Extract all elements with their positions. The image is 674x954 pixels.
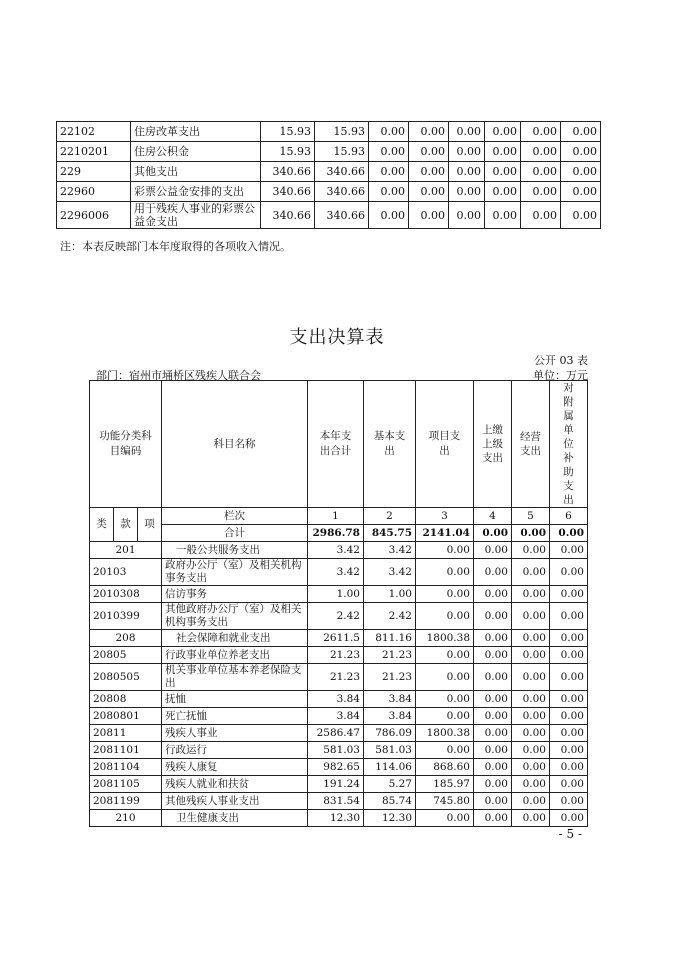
page-number: - 5 - <box>558 827 582 841</box>
row-value: 0.00 <box>521 142 561 162</box>
row-name: 其他残疾人事业支出 <box>162 793 308 810</box>
row-code: 2080505 <box>90 664 162 691</box>
row-name: 残疾人事业 <box>162 725 308 742</box>
row-code: 2081104 <box>90 759 162 776</box>
row-value: 21.23 <box>364 647 416 664</box>
total-value: 845.75 <box>364 525 416 542</box>
row-value: 0.00 <box>512 542 550 559</box>
expenditure-table <box>89 380 588 827</box>
row-value: 21.23 <box>308 647 364 664</box>
row-name: 其他政府办公厅（室）及相关机构事务支出 <box>162 603 308 630</box>
row-value: 0.00 <box>474 542 512 559</box>
row-value: 15.93 <box>315 122 369 142</box>
table-row <box>90 586 588 603</box>
row-value: 340.66 <box>261 182 315 202</box>
row-value: 0.00 <box>550 586 588 603</box>
row-value: 0.00 <box>512 664 550 691</box>
row-value: 12.30 <box>364 810 416 827</box>
row-value: 0.00 <box>416 586 474 603</box>
row-value: 0.00 <box>512 776 550 793</box>
row-name: 卫生健康支出 <box>162 810 308 827</box>
row-code: 22960 <box>57 182 131 202</box>
row-value: 0.00 <box>561 182 601 202</box>
table-row <box>57 122 601 142</box>
row-value: 0.00 <box>409 142 449 162</box>
row-value: 0.00 <box>561 122 601 142</box>
row-value: 0.00 <box>512 603 550 630</box>
row-name: 行政事业单位养老支出 <box>162 647 308 664</box>
row-value: 3.42 <box>364 542 416 559</box>
table-row <box>90 542 588 559</box>
income-table-continued <box>56 121 601 229</box>
total-row <box>90 525 588 542</box>
col-number: 6 <box>550 508 588 525</box>
row-value: 340.66 <box>315 202 369 229</box>
row-code: 20805 <box>90 647 162 664</box>
row-value: 0.00 <box>474 708 512 725</box>
total-label: 合计 <box>162 525 308 542</box>
row-code: 2081101 <box>90 742 162 759</box>
row-value: 0.00 <box>474 725 512 742</box>
row-code: 2296006 <box>57 202 131 229</box>
row-value: 15.93 <box>261 142 315 162</box>
row-value: 0.00 <box>512 708 550 725</box>
row-code: 20808 <box>90 691 162 708</box>
col-header: 对附属单位补助支出 <box>550 381 588 508</box>
row-value: 0.00 <box>485 142 521 162</box>
lanci-row <box>90 508 588 525</box>
col-header: 项目支出 <box>416 381 474 508</box>
row-code: 208 <box>90 630 162 647</box>
row-value: 3.84 <box>308 708 364 725</box>
header-row <box>90 381 588 508</box>
col-number: 5 <box>512 508 550 525</box>
row-value: 0.00 <box>550 603 588 630</box>
row-value: 0.00 <box>474 664 512 691</box>
row-value: 0.00 <box>521 182 561 202</box>
row-value: 340.66 <box>261 202 315 229</box>
row-code: 2010399 <box>90 603 162 630</box>
row-code: 20811 <box>90 725 162 742</box>
row-value: 0.00 <box>550 742 588 759</box>
page-title: 支出决算表 <box>289 327 385 348</box>
table-row <box>90 664 588 691</box>
row-value: 2611.5 <box>308 630 364 647</box>
table-row <box>90 603 588 630</box>
row-value: 3.84 <box>364 691 416 708</box>
row-value: 0.00 <box>550 793 588 810</box>
xiang-header: 项 <box>138 508 162 542</box>
total-value: 2141.04 <box>416 525 474 542</box>
row-value: 1.00 <box>364 586 416 603</box>
row-code: 22102 <box>57 122 131 142</box>
row-value: 0.00 <box>474 776 512 793</box>
row-code: 20103 <box>90 559 162 586</box>
row-value: 0.00 <box>449 122 485 142</box>
row-value: 21.23 <box>364 664 416 691</box>
col-number: 4 <box>474 508 512 525</box>
row-value: 0.00 <box>474 630 512 647</box>
row-value: 0.00 <box>416 603 474 630</box>
row-name: 残疾人康复 <box>162 759 308 776</box>
row-value: 0.00 <box>369 202 409 229</box>
row-value: 0.00 <box>416 810 474 827</box>
lei-header: 类 <box>90 508 114 542</box>
row-code: 210 <box>90 810 162 827</box>
row-name: 机关事业单位基本养老保险支出 <box>162 664 308 691</box>
row-value: 0.00 <box>369 142 409 162</box>
row-value: 0.00 <box>409 202 449 229</box>
row-code: 2010308 <box>90 586 162 603</box>
table-note: 注：本表反映部门本年度取得的各项收入情况。 <box>60 240 291 253</box>
row-value: 0.00 <box>521 162 561 182</box>
row-value: 0.00 <box>474 691 512 708</box>
row-name: 信访事务 <box>162 586 308 603</box>
row-value: 0.00 <box>474 603 512 630</box>
row-value: 0.00 <box>474 810 512 827</box>
row-value: 0.00 <box>416 708 474 725</box>
row-value: 811.16 <box>364 630 416 647</box>
row-value: 0.00 <box>474 559 512 586</box>
row-value: 868.60 <box>416 759 474 776</box>
row-value: 0.00 <box>474 586 512 603</box>
func-code-header: 功能分类科目编码 <box>90 381 162 508</box>
row-value: 0.00 <box>474 793 512 810</box>
row-value: 0.00 <box>409 162 449 182</box>
table-row <box>57 182 601 202</box>
row-value: 2586.47 <box>308 725 364 742</box>
row-name: 死亡抚恤 <box>162 708 308 725</box>
row-value: 0.00 <box>550 776 588 793</box>
row-value: 0.00 <box>561 142 601 162</box>
col-number: 1 <box>308 508 364 525</box>
row-value: 340.66 <box>315 162 369 182</box>
table-row <box>90 742 588 759</box>
row-value: 0.00 <box>416 691 474 708</box>
table-row <box>90 725 588 742</box>
row-code: 2080801 <box>90 708 162 725</box>
row-value: 15.93 <box>315 142 369 162</box>
table-row <box>90 708 588 725</box>
kuan-header: 款 <box>114 508 138 542</box>
row-value: 21.23 <box>308 664 364 691</box>
row-name: 住房改革支出 <box>131 122 261 142</box>
table-row <box>57 142 601 162</box>
row-name: 残疾人就业和扶贫 <box>162 776 308 793</box>
row-value: 0.00 <box>409 122 449 142</box>
table-row <box>57 162 601 182</box>
row-value: 340.66 <box>315 182 369 202</box>
row-code: 201 <box>90 542 162 559</box>
row-value: 982.65 <box>308 759 364 776</box>
form-number: 公开 03 表 <box>534 354 588 367</box>
table-row <box>90 630 588 647</box>
row-value: 3.42 <box>308 559 364 586</box>
col-header: 上缴上级支出 <box>474 381 512 508</box>
row-value: 0.00 <box>512 725 550 742</box>
row-value: 5.27 <box>364 776 416 793</box>
row-value: 0.00 <box>474 647 512 664</box>
table-row <box>90 559 588 586</box>
row-value: 3.84 <box>308 691 364 708</box>
row-code: 2081199 <box>90 793 162 810</box>
row-value: 581.03 <box>308 742 364 759</box>
row-value: 0.00 <box>512 691 550 708</box>
row-value: 0.00 <box>550 708 588 725</box>
row-value: 0.00 <box>416 742 474 759</box>
table-row <box>90 776 588 793</box>
row-value: 0.00 <box>474 759 512 776</box>
total-value: 0.00 <box>512 525 550 542</box>
row-value: 0.00 <box>416 559 474 586</box>
row-value: 0.00 <box>474 742 512 759</box>
row-value: 1.00 <box>308 586 364 603</box>
row-value: 0.00 <box>512 559 550 586</box>
row-value: 0.00 <box>550 664 588 691</box>
row-name: 社会保障和就业支出 <box>162 630 308 647</box>
row-value: 581.03 <box>364 742 416 759</box>
total-value: 2986.78 <box>308 525 364 542</box>
table-row <box>57 202 601 229</box>
row-value: 0.00 <box>550 810 588 827</box>
row-value: 831.54 <box>308 793 364 810</box>
row-value: 0.00 <box>550 542 588 559</box>
row-name: 彩票公益金安排的支出 <box>131 182 261 202</box>
row-value: 0.00 <box>550 691 588 708</box>
row-value: 191.24 <box>308 776 364 793</box>
row-value: 0.00 <box>512 586 550 603</box>
col-header: 基本支出 <box>364 381 416 508</box>
table-row <box>90 759 588 776</box>
table-row <box>90 810 588 827</box>
row-value: 2.42 <box>364 603 416 630</box>
row-value: 340.66 <box>261 162 315 182</box>
row-value: 0.00 <box>485 162 521 182</box>
total-value: 0.00 <box>474 525 512 542</box>
row-value: 0.00 <box>550 647 588 664</box>
row-value: 0.00 <box>561 202 601 229</box>
row-name: 其他支出 <box>131 162 261 182</box>
row-value: 0.00 <box>449 162 485 182</box>
row-code: 2081105 <box>90 776 162 793</box>
row-value: 0.00 <box>521 202 561 229</box>
row-name: 政府办公厅（室）及相关机构事务支出 <box>162 559 308 586</box>
row-value: 0.00 <box>449 142 485 162</box>
row-value: 0.00 <box>449 182 485 202</box>
row-value: 1800.38 <box>416 630 474 647</box>
row-value: 0.00 <box>485 202 521 229</box>
row-name: 用于残疾人事业的彩票公益金支出 <box>131 202 261 229</box>
row-value: 3.84 <box>364 708 416 725</box>
row-value: 0.00 <box>449 202 485 229</box>
col-header: 经营支出 <box>512 381 550 508</box>
row-value: 3.42 <box>308 542 364 559</box>
row-value: 0.00 <box>369 122 409 142</box>
row-value: 0.00 <box>416 542 474 559</box>
row-value: 0.00 <box>561 162 601 182</box>
table-row <box>90 793 588 810</box>
row-name: 抚恤 <box>162 691 308 708</box>
row-value: 12.30 <box>308 810 364 827</box>
row-value: 0.00 <box>550 725 588 742</box>
row-value: 0.00 <box>512 742 550 759</box>
row-value: 3.42 <box>364 559 416 586</box>
row-value: 0.00 <box>416 664 474 691</box>
row-value: 2.42 <box>308 603 364 630</box>
row-value: 786.09 <box>364 725 416 742</box>
col-number: 3 <box>416 508 474 525</box>
row-value: 0.00 <box>512 759 550 776</box>
row-value: 0.00 <box>369 182 409 202</box>
row-value: 0.00 <box>485 182 521 202</box>
table-row <box>90 647 588 664</box>
lanci-label: 栏次 <box>162 508 308 525</box>
row-value: 0.00 <box>550 759 588 776</box>
table-row <box>90 691 588 708</box>
unit-label: 单位：万元 <box>533 369 588 382</box>
row-value: 0.00 <box>409 182 449 202</box>
row-value: 0.00 <box>512 647 550 664</box>
row-value: 0.00 <box>512 793 550 810</box>
subject-name-header: 科目名称 <box>162 381 308 508</box>
department-label: 部门：宿州市埇桥区残疾人联合会 <box>96 369 261 382</box>
row-value: 0.00 <box>485 122 521 142</box>
row-value: 85.74 <box>364 793 416 810</box>
row-value: 0.00 <box>416 647 474 664</box>
row-name: 行政运行 <box>162 742 308 759</box>
row-value: 0.00 <box>369 162 409 182</box>
row-value: 185.97 <box>416 776 474 793</box>
row-value: 114.06 <box>364 759 416 776</box>
col-header: 本年支出合计 <box>308 381 364 508</box>
row-value: 15.93 <box>261 122 315 142</box>
row-value: 0.00 <box>512 810 550 827</box>
row-value: 1800.38 <box>416 725 474 742</box>
row-value: 0.00 <box>512 630 550 647</box>
row-value: 0.00 <box>550 630 588 647</box>
row-value: 745.80 <box>416 793 474 810</box>
row-code: 229 <box>57 162 131 182</box>
total-value: 0.00 <box>550 525 588 542</box>
row-value: 0.00 <box>521 122 561 142</box>
row-name: 一般公共服务支出 <box>162 542 308 559</box>
row-value: 0.00 <box>550 559 588 586</box>
col-number: 2 <box>364 508 416 525</box>
row-name: 住房公积金 <box>131 142 261 162</box>
row-code: 2210201 <box>57 142 131 162</box>
